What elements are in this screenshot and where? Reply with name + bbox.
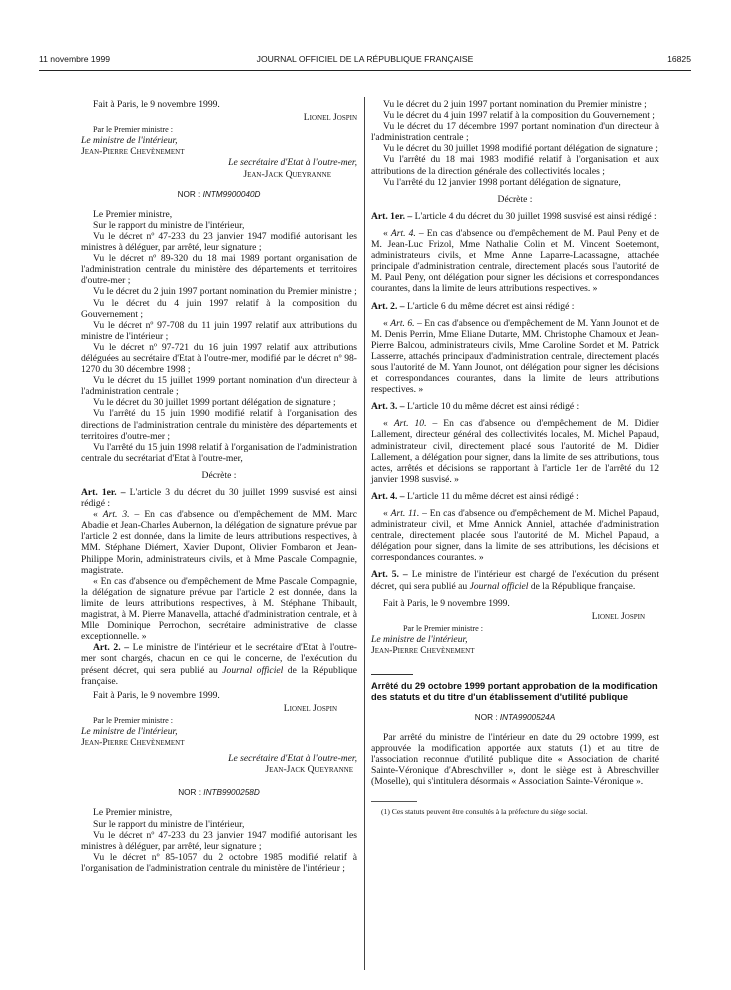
visa: Vu le décret du 4 juin 1997 relatif à la composition du Gouvernement ; xyxy=(383,110,655,122)
visa: Vu le décret nº 85-1057 du 2 octobre 1985 modifié relatif à l'organisation de l'administration centrale du ministère de l'intérieur ; xyxy=(81,851,357,874)
minister-role: Le ministre de l'intérieur, xyxy=(81,725,178,737)
visa: Vu l'arrêté du 18 mai 1983 modifié relatif à l'organisation et aux attributions de la direction générale des collectivités locales ; xyxy=(371,154,659,177)
visa: Vu le décret du 30 juillet 1999 portant délégation de signature ; xyxy=(93,397,336,409)
visa: Vu le décret du 30 juillet 1998 modifié portant délégation de signature ; xyxy=(383,143,658,155)
secretary-role: Le secrétaire d'Etat à l'outre-mer, xyxy=(228,753,357,765)
secretary-name: Jean-Jack Queyranne xyxy=(265,764,353,776)
visa: Vu le décret nº 97-721 du 16 juin 1997 relatif aux attributions déléguées au secrétaire d'Etat à l'outre-mer, modifié par le décret nº 98-1270 du 30 décembre 1998 ; xyxy=(81,341,357,376)
visa: Vu le décret du 2 juin 1997 portant nomination du Premier ministre ; xyxy=(93,286,357,298)
decree-keyword: Décrète : xyxy=(497,193,533,205)
visa: Vu le décret du 4 juin 1997 relatif à la composition du Gouvernement ; xyxy=(81,297,357,320)
by-prime-minister: Par le Premier ministre : xyxy=(93,125,174,135)
left-column xyxy=(81,99,357,874)
preamble-intro: Le Premier ministre, xyxy=(93,807,173,819)
article-1-quote-2: « En cas d'absence ou d'empêchement de Mme Pascale Compagnie, la délégation de signature prévue par l'article 2 est donnée, dans la limite de leurs attributions respectives, à M. Stéphane Thibault, magistrat, à M. Pierre Manavella, attaché d'administration centrale, et à Mlle Dominique Perrochon, secrétaire administrative de classe exceptionnelle. » xyxy=(81,575,357,643)
prime-minister-signature: Lionel Jospin xyxy=(303,112,357,124)
footnote-rule xyxy=(371,801,417,802)
visa: Vu le décret nº 47-233 du 23 janvier 1947 modifié autorisant les ministres à déléguer, par arrêté, leur signature ; xyxy=(81,829,357,852)
visa: Vu le décret nº 89-320 du 18 mai 1989 portant organisation de l'administration centrale du ministère des départements et territoires d'outre-mer ; xyxy=(81,253,357,287)
prime-minister-signature: Lionel Jospin xyxy=(591,610,645,622)
secretary-name: Jean-Jack Queyranne xyxy=(243,168,331,180)
preamble-report: Sur le rapport du ministre de l'intérieur, xyxy=(93,219,245,231)
minister-name: Jean-Pierre Chevènement xyxy=(371,645,475,657)
decree-keyword: Décrète : xyxy=(201,469,237,481)
header-rule xyxy=(39,70,691,71)
article-4: Art. 4. – L'article 11 du même décret est ainsi rédigé : xyxy=(371,490,579,502)
done-at-line: Fait à Paris, le 9 novembre 1999. xyxy=(383,597,510,609)
article-3: Art. 3. – L'article 10 du même décret est ainsi rédigé : xyxy=(371,401,580,413)
column-divider xyxy=(364,97,365,970)
article-2-quote: « Art. 6. – En cas d'absence ou d'empêchement de M. Yann Jounot et de M. Denis Perrin, Mme Eliane Dutarte, MM. Christophe Chamoux et Jean-Pierre Balcou, administrateurs civils, Mme Caroline Sordet et M. Patrick Lasserre, attachés principaux d'administration centrale, directement placés sous l'autorité de M. Yann Jounot, ont délégation pour signer les décisions et correspondances courantes, dans la limite de leurs attributions respectives. » xyxy=(371,317,659,396)
section-rule xyxy=(371,674,413,675)
article-4-quote: « Art. 11. – En cas d'absence ou d'empêchement de M. Michel Papaud, administrateur civil, et Mme Annick Anniel, attachée d'administration centrale, directement placée sous l'autorité de M. Michel Papaud, a délégation pour signer, dans la limite de ses attributions, les décisions et correspondances courantes. » xyxy=(371,508,659,564)
visa: Vu l'arrêté du 15 juin 1998 relatif à l'organisation de l'administration centrale du secrétariat d'Etat à l'outre-mer, xyxy=(81,441,357,464)
article-1-quote: « Art. 3. – En cas d'absence ou d'empêchement de MM. Marc Abadie et Jean-Charles Aubernon, la délégation de signature prévue par l'article 2 est donnée, dans la limite de leurs attributions respectives, à MM. Stéphane Diémert, Xavier Dupont, Olivier Fombaron et Jean-Philippe Morin, administrateurs civils, et à Mme Pascale Compagnie, magistrate. xyxy=(81,509,357,576)
decree-body: Par arrêté du ministre de l'intérieur en date du 29 octobre 1999, est approuvée la modification apportée aux statuts (1) et au titre de l'association reconnue d'utilité publique dite « Association de charité Sainte-Véronique d'Abreschviller », dont le siège est à Abreschviller (Moselle), qui s'intitulera désormais « Association Sainte-Véronique ». xyxy=(371,731,659,788)
nor-reference: NOR : INTB9900258D xyxy=(178,788,260,798)
article-1-quote: « Art. 4. – En cas d'absence ou d'empêchement de M. Paul Peny et de M. Jean-Luc Frizol, Mme Nathalie Colin et M. Vincent Soetemont, administrateurs civils, et Mme Anne Laparre-Lacassagne, attachée principale d'administration centrale, directement placés sous l'autorité de M. Paul Peny, ont délégation pour signer les décisions et correspondances courantes, dans la limite de leurs attributions respectives. » xyxy=(371,227,659,295)
preamble-report: Sur le rapport du ministre de l'intérieur, xyxy=(93,818,245,830)
header-journal-title: JOURNAL OFFICIEL DE LA RÉPUBLIQUE FRANÇAISE xyxy=(256,54,474,64)
visa: Vu le décret du 17 décembre 1997 portant nomination d'un directeur à l'administration centrale ; xyxy=(371,121,659,144)
page-header xyxy=(39,54,691,68)
minister-role: Le ministre de l'intérieur, xyxy=(81,135,178,147)
article-2: Art. 2. – L'article 6 du même décret est ainsi rédigé : xyxy=(371,300,575,312)
article-1: Art. 1er. – L'article 4 du décret du 30 juillet 1998 susvisé est ainsi rédigé : xyxy=(371,210,657,222)
article-5: Art. 5. – Le ministre de l'intérieur est chargé de l'exécution du présent décret, qui sera publié au Journal officiel de la République française. xyxy=(371,569,659,592)
done-at-line: Fait à Paris, le 9 novembre 1999. xyxy=(93,99,220,110)
nor-reference: NOR : INTA9900524A xyxy=(474,712,556,722)
article-3-quote: « Art. 10. – En cas d'absence ou d'empêchement de M. Didier Lallement, directeur général des collectivités locales, M. Michel Papaud, administrateur civil, directement placé sous l'autorité de M. Didier Lallement, a délégation pour signer, dans la limite de ses attributions, tous actes, arrêtés et décisions se rapportant à l'article 1er de l'arrêté du 12 janvier 1998 susvisé. » xyxy=(371,418,659,485)
minister-name: Jean-Pierre Chevènement xyxy=(81,737,185,749)
prime-minister-signature: Lionel Jospin xyxy=(283,702,337,714)
article-2: Art. 2. – Le ministre de l'intérieur et le secrétaire d'Etat à l'outre-mer sont chargés, chacun en ce qui le concerne, de l'exécution du présent décret, qui sera publié au Journal officiel de la République française. xyxy=(81,642,358,687)
footnote: (1) Ces statuts peuvent être consultés à la préfecture du siège social. xyxy=(381,807,588,817)
decree-title: Arrêté du 29 octobre 1999 portant approbation de la modification des statuts et du titre d'un établissement d'utilité publique xyxy=(371,681,658,702)
header-page-number: 16825 xyxy=(667,54,691,64)
by-prime-minister: Par le Premier ministre : xyxy=(93,715,174,725)
visa: Vu le décret nº 97-708 du 11 juin 1997 relatif aux attributions du ministre de l'intérieur ; xyxy=(81,319,357,342)
article-1: Art. 1er. – L'article 3 du décret du 30 juillet 1999 susvisé est ainsi rédigé : xyxy=(81,487,357,510)
by-prime-minister: Par le Premier ministre : xyxy=(403,623,484,633)
minister-name: Jean-Pierre Chevènement xyxy=(81,146,185,158)
visa: Vu le décret du 15 juillet 1999 portant nomination d'un directeur à l'administration centrale ; xyxy=(81,375,357,398)
secretary-role: Le secrétaire d'Etat à l'outre-mer, xyxy=(228,157,357,169)
minister-role: Le ministre de l'intérieur, xyxy=(371,633,468,645)
visa: Vu le décret nº 47-233 du 23 janvier 1947 modifié autorisant les ministres à déléguer, par arrêté, leur signature ; xyxy=(81,230,357,254)
nor-reference: NOR : INTM9900040D xyxy=(177,189,261,199)
preamble-intro: Le Premier ministre, xyxy=(93,208,173,220)
visa: Vu l'arrêté du 12 janvier 1998 portant délégation de signature, xyxy=(383,176,621,188)
visa: Vu l'arrêté du 15 juin 1990 modifié relatif à l'organisation des directions de l'administration centrale du ministère des départements et territoires d'outre-mer ; xyxy=(81,408,357,442)
right-column xyxy=(371,99,659,817)
header-date: 11 novembre 1999 xyxy=(39,54,111,64)
visa: Vu le décret du 2 juin 1997 portant nomination du Premier ministre ; xyxy=(383,99,647,110)
done-at-line: Fait à Paris, le 9 novembre 1999. xyxy=(93,689,220,701)
